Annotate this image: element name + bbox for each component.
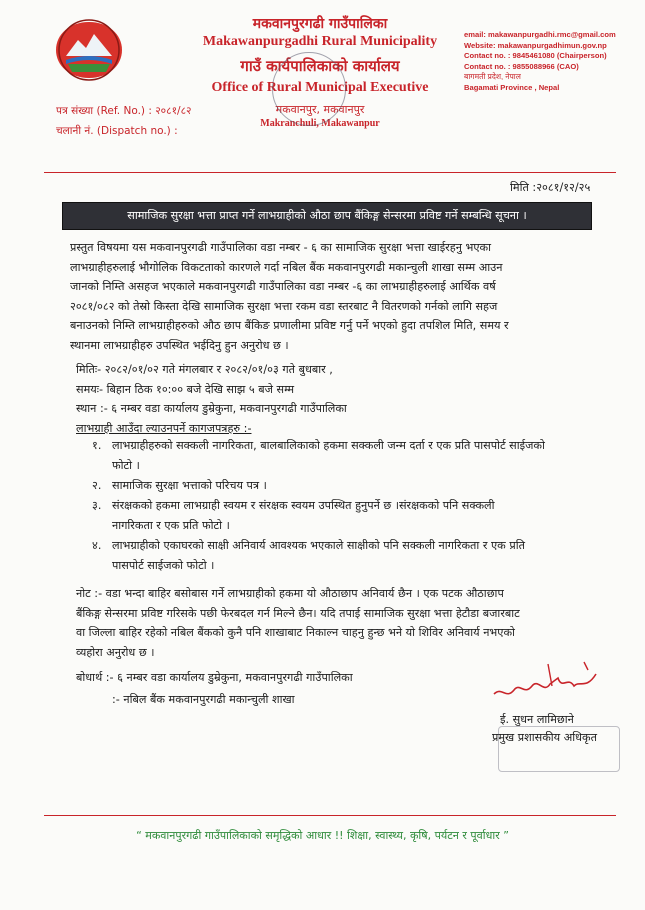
footer-divider	[44, 815, 616, 816]
header-title-np: मकवानपुरगढी गाउँपालिका	[252, 16, 388, 32]
list-item	[92, 436, 612, 475]
schedule-date: मितिः- २०८२/०१/०२ गते मंगलबार र २०८२/०१/०३ गते बुधबार ,	[76, 363, 333, 376]
schedule-place: स्थान :- ६ नम्बर वडा कार्यालय डुम्रेकुना, मकवानपुरगढी गाउँपालिका	[76, 402, 347, 415]
signatory-title: प्रमुख प्रशासकीय अधिकृत	[492, 731, 598, 744]
contact-cao: Contact no. : 9855088966 (CAO)	[464, 61, 579, 71]
note-line: वा जिल्ला बाहिर रहेको नबिल बैंकको कुनै पनि शाखाबाट निकाल्न चाहनु हुन्छ भने यो शिविर अनिवार्य नभएको	[76, 626, 515, 639]
list-item-number: ४.	[92, 539, 102, 552]
subject-banner	[62, 202, 592, 230]
intro-line: बनाउनको निम्ति लाभग्राहीहरुको औठ छाप बैंकिङ प्रणालीमा प्रविष्ट गर्नु पर्ने भएको हुदा तपशिल मिति, समय र	[70, 319, 509, 332]
note-line: बैंकिङ्ग सेन्सरमा प्रविष्ट गरिसके पछी फेरबदल गर्न मिल्ने छैन। यदि तपाई सामाजिक सुरक्षा भत्ता हेटौडा बजारबाट	[76, 606, 520, 620]
header-location-np: मकवानपुर, मकवानपुर	[275, 103, 365, 116]
province-en: Bagamati Province , Nepal	[464, 82, 560, 92]
letter-date: मिति :२०८१/१२/२५	[510, 181, 591, 194]
list-item-line: नागरिकता र एक प्रति फोटो ।	[112, 518, 230, 532]
header-office-en: Office of Rural Municipal Executive	[211, 80, 429, 95]
intro-line: प्रस्तुत विषयमा यस मकवानपुरगढी गाउँपालिका वडा नम्बर - ६ का सामाजिक सुरक्षा भत्ता खाईरहनु भएका	[70, 241, 492, 254]
note-paragraph	[76, 584, 621, 662]
cc-label: बोधार्थ :- ६ नम्बर वडा कार्यालय डुम्रेकुना, मकवानपुरगढी गाउँपालिका	[76, 671, 353, 684]
list-item-number: २.	[92, 479, 102, 492]
dispatch-number: चलानी नं. (Dispatch no.) :	[56, 125, 178, 137]
list-item-number: १.	[92, 439, 102, 452]
signature-scribble	[488, 656, 608, 708]
header-divider	[44, 172, 616, 173]
contact-block	[464, 30, 644, 93]
header-location-en: Makranchuli, Makawanpur	[260, 118, 380, 129]
cc-line2: :- नबिल बैंक मकवानपुरगढी मकान्चुली शाखा	[112, 693, 295, 706]
schedule-time: समयः- बिहान ठिक १०:०० बजे देखि साझ ५ बजे सम्म	[76, 382, 295, 396]
intro-line: जानको निम्ति असहज भएकाले मकवानपुरगढी गाउँपालिका वडा नम्बर -६ का लाभग्राहीहरुलाई आर्थिक वर्ष	[70, 280, 496, 293]
list-item-number: ३.	[92, 499, 102, 512]
note-line: नोट :- वडा भन्दा बाहिर बसोबास गर्ने लाभग्राहीको हकमा यो औठाछाप अनिवार्य छैन । एक पटक औठाछाप	[76, 587, 504, 600]
website-text: Website: makawanpurgadhimun.gov.np	[464, 40, 607, 50]
ref-number: पत्र संख्या (Ref. No.) : २०८१/८२	[56, 105, 192, 117]
list-item	[92, 536, 612, 575]
intro-paragraph	[70, 238, 630, 355]
footer-slogan: “ मकवानपुरगढी गाउँपालिकाको समृद्धिको आधार !! शिक्षा, स्वास्थ्य, कृषि, पर्यटन र पूर्वाधार ”	[136, 829, 509, 842]
province-np: बागमती प्रदेश, नेपाल	[464, 72, 521, 81]
header-title-en: Makawanpurgadhi Rural Municipality	[202, 34, 438, 49]
list-item-line: संरक्षकको हकमा लाभग्राही स्वयम र संरक्षक स्वयम उपस्थित हुनुपर्ने छ ।संरक्षकको पनि सक्कली	[112, 499, 495, 512]
list-item-line: लाभग्राहीहरुको सक्कली नागरिकता, बालबालिकाको हकमा सक्कली जन्म दर्ता र एक प्रति पासपोर्ट साईजको	[112, 439, 545, 452]
municipality-emblem	[50, 16, 128, 82]
list-item-line: फोटो ।	[112, 458, 140, 472]
list-item	[92, 496, 612, 535]
signatory-name: ई. सुधन लामिछाने	[500, 713, 574, 726]
list-item-line: लाभग्राहीको एकाघरको साक्षी अनिवार्य आवश्यक भएकाले साक्षीको पनि सक्कली नागरिकता र एक प्रति	[112, 539, 525, 552]
intro-line: स्थानमा लाभग्राहीहरु उपस्थित भईदिनु हुन अनुरोध छ ।	[70, 338, 289, 352]
documents-heading: लाभग्राही आउँदा ल्याउनपर्ने कागजपत्रहरु :-	[76, 421, 252, 435]
office-stamp	[272, 52, 346, 126]
intro-line: लाभग्राहीहरुलाई भौगोलिक विकटताको कारणले गर्दा नबिल बैंक मकवानपुरगढी मकान्चुली शाखा सम्म आउन	[70, 260, 503, 274]
contact-chairperson: Contact no. : 9845461080 (Chairperson)	[464, 51, 607, 60]
header-office-np: गाउँ कार्यपालिकाको कार्यालय	[240, 57, 400, 75]
list-item-line: सामाजिक सुरक्षा भत्ताको परिचय पत्र ।	[112, 479, 267, 492]
intro-line: २०८१/०८२ को तेस्रो किस्ता देखि सामाजिक सुरक्षा भत्ता रकम वडा स्तरबाट नै वितरणको गर्नको लागि सहज	[70, 299, 498, 313]
subject-text: सामाजिक सुरक्षा भत्ता प्राप्त गर्ने लाभग्राहीको औठा छाप बैंकिङ्ग सेन्सरमा प्रविष्ट गर्ने सम्बन्धि सूचना ।	[127, 209, 527, 222]
schedule-block	[76, 360, 616, 438]
note-line: व्यहोरा अनुरोध छ ।	[76, 645, 155, 659]
signature-stamp	[498, 726, 620, 772]
email-text: email: makawanpurgadhi.rmc@gmail.com	[464, 30, 616, 39]
list-item	[92, 476, 612, 496]
list-item-line: पासपोर्ट साईजको फोटो ।	[112, 558, 215, 572]
